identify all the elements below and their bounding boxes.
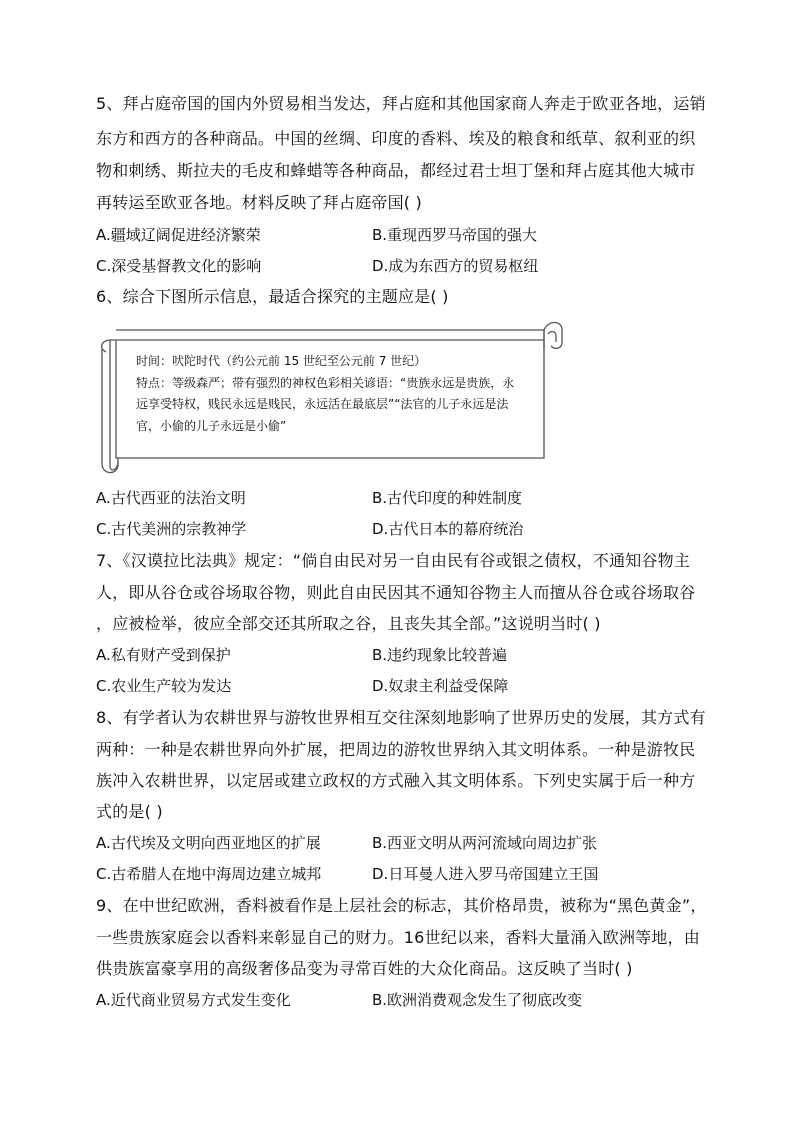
question-6-option-c[interactable]: C.古代美洲的宗教神学 <box>96 520 247 538</box>
question-7-line-3: ，应被检举，彼应全部交还其所取之谷，且丧失其全部。”这说明当时( ) <box>96 614 601 633</box>
question-9-option-a[interactable]: A.近代商业贸易方式发生变化 <box>96 991 291 1009</box>
question-5-option-c[interactable]: C.深受基督教文化的影响 <box>96 257 262 275</box>
scroll-text <box>136 351 544 437</box>
question-7-line-1: 7、《汉谟拉比法典》规定：“倘自由民对另一自由民有谷或银之债权，不通知谷物主 <box>96 551 691 570</box>
question-9-line-2: 一些贵族家庭会以香料来彰显自己的财力。16世纪以来，香料大量涌入欧洲等地，由 <box>96 928 700 947</box>
question-8-option-a[interactable]: A.古代埃及文明向西亚地区的扩展 <box>96 834 321 852</box>
question-8-line-3: 族冲入农耕世界，以定居或建立政权的方式融入其文明体系。下列史实属于后一种方 <box>96 771 696 790</box>
question-6-option-b[interactable]: B.古代印度的种姓制度 <box>372 489 523 507</box>
scroll-line-4: 官，小偷的儿子永远是小偷” <box>136 418 287 433</box>
question-5-line-2: 东方和西方的各种商品。中国的丝绸、印度的香料、埃及的粮食和纸草、叙利亚的织 <box>96 129 696 148</box>
question-5-option-d[interactable]: D.成为东西方的贸易枢纽 <box>372 257 539 275</box>
question-6-option-a[interactable]: A.古代西亚的法治文明 <box>96 489 246 507</box>
question-7-option-c[interactable]: C.农业生产较为发达 <box>96 677 232 695</box>
question-7-option-a[interactable]: A.私有财产受到保护 <box>96 646 231 664</box>
question-9-option-b[interactable]: B.欧洲消费观念发生了彻底改变 <box>372 991 583 1009</box>
question-5-line-1: 5、拜占庭帝国的国内外贸易相当发达，拜占庭和其他国家商人奔走于欧亚各地，运销 <box>96 94 706 113</box>
question-8-line-2: 两种：一种是农耕世界向外扩展，把周边的游牧世界纳入其文明体系。一种是游牧民 <box>96 740 696 759</box>
scroll-line-1: 时间：吠陀时代（约公元前 15 世纪至公元前 7 世纪） <box>136 354 427 368</box>
scroll-figure <box>96 318 566 478</box>
question-5-option-a[interactable]: A.疆域辽阔促进经济繁荣 <box>96 226 261 244</box>
question-8-option-b[interactable]: B.西亚文明从两河流域向周边扩张 <box>372 834 598 852</box>
question-7-option-d[interactable]: D.奴隶主利益受保障 <box>372 677 509 695</box>
question-6-option-d[interactable]: D.古代日本的幕府统治 <box>372 520 524 538</box>
question-5-line-3: 物和刺绣、斯拉夫的毛皮和蜂蜡等各种商品，都经过君士坦丁堡和拜占庭其他大城市 <box>96 161 696 180</box>
question-8-line-4: 式的是( ) <box>96 802 163 821</box>
question-7-line-2: 人，即从谷仓或谷场取谷物，则此自由民因其不通知谷物主人而擅从谷仓或谷场取谷 <box>96 583 696 602</box>
question-9-line-3: 供贵族富豪享用的高级奢侈品变为寻常百姓的大众化商品。这反映了当时( ) <box>96 959 633 978</box>
scroll-line-3: 远享受特权，贱民永远是贱民，永远活在最底层”“法官的儿子永远是法 <box>136 397 509 411</box>
question-6-line-1: 6、综合下图所示信息，最适合探究的主题应是( ) <box>96 287 449 306</box>
question-7-option-b[interactable]: B.违约现象比较普遍 <box>372 646 508 664</box>
question-8-line-1: 8、有学者认为农耕世界与游牧世界相互交往深刻地影响了世界历史的发展，其方式有 <box>96 708 706 727</box>
question-8-option-d[interactable]: D.日耳曼人进入罗马帝国建立王国 <box>372 865 599 883</box>
question-5-option-b[interactable]: B.重现西罗马帝国的强大 <box>372 226 538 244</box>
question-8-option-c[interactable]: C.古希腊人在地中海周边建立城邦 <box>96 865 322 883</box>
question-5-line-4: 再转运至欧亚各地。材料反映了拜占庭帝国( ) <box>96 193 422 212</box>
question-9-line-1: 9、在中世纪欧洲，香料被看作是上层社会的标志，其价格昂贵，被称为“黑色黄金”， <box>96 896 707 915</box>
scroll-line-2: 特点：等级森严；带有强烈的神权色彩相关谚语：“贵族永远是贵族，永 <box>136 375 515 390</box>
